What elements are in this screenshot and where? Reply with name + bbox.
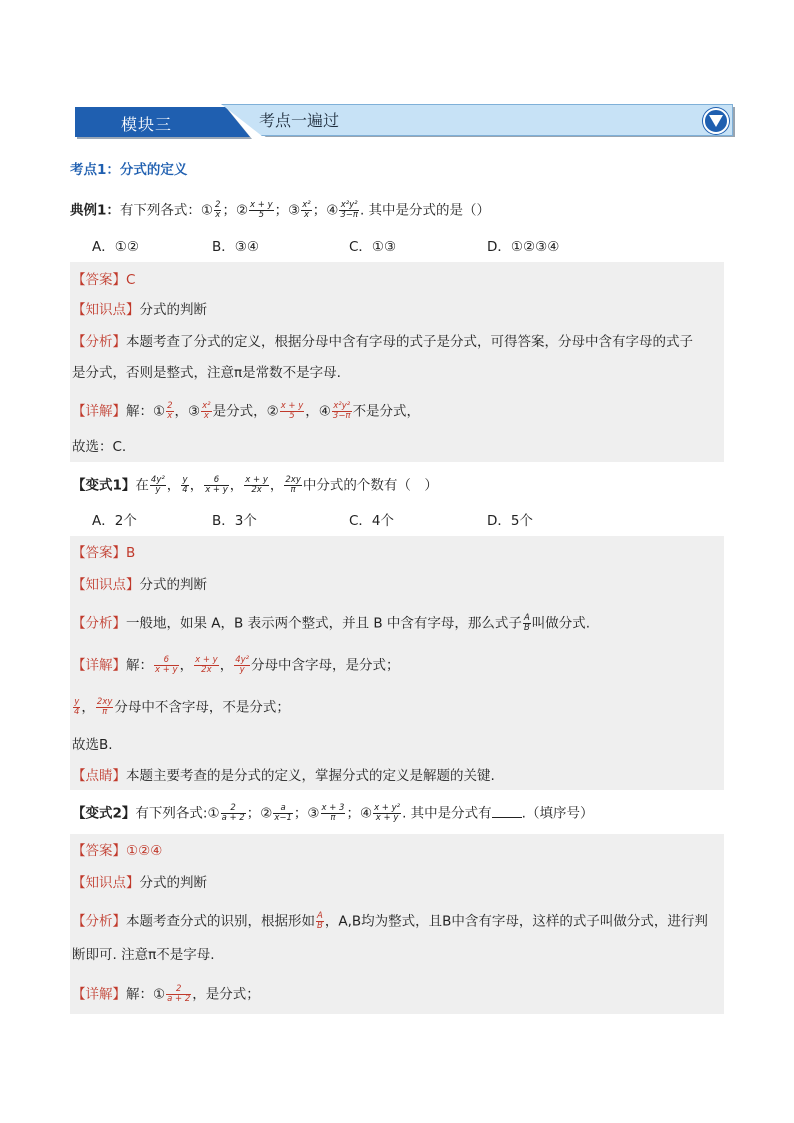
fraction: $\frac{x + y}{5}$	[280, 401, 304, 421]
option-b: B．③④	[212, 239, 259, 255]
option-c: C．4个	[349, 513, 395, 529]
option-d: D．5个	[487, 513, 533, 529]
knowledge-line: 【知识点】分式的判断	[72, 302, 207, 318]
fraction: $\frac{\text{4y²}}{y}$	[235, 655, 250, 675]
answer-value: B	[126, 545, 136, 561]
fraction: $\frac{6}{x + y}$	[155, 655, 178, 675]
fraction: $\frac{A}{B}$	[317, 911, 323, 931]
item-num: ③	[288, 202, 301, 219]
stem-text: 有下列各式：	[119, 202, 201, 219]
fraction: $\frac{A}{B}$	[523, 613, 530, 633]
fraction: $\frac{\text{x²}}{x}$	[302, 200, 311, 220]
detail-line-1: 【详解】解： $\frac{6}{x + y}$ ， $\frac{x + y}{2x}$ ， $\frac{\text{4y²}}{y}$ 分母中含字母，是分式；	[72, 655, 400, 675]
answer-blank	[492, 805, 522, 818]
answer-value: C	[126, 272, 136, 288]
section-heading: 考点1：分式的定义	[70, 162, 188, 178]
item-num: ④	[326, 202, 339, 219]
fraction: $\frac{x + y}{5}$	[250, 200, 273, 220]
fraction: $\frac{2xy}{\pi}$	[285, 475, 301, 495]
example-1-stem: 典例1：有下列各式：① $\frac{2}{x}$ ；② $\frac{x + y}{5}$ ；③ $\frac{\text{x²}}{x}$ ；④ $\frac{\text{x²y²}}{3-\pi}$ . 其中是分式的是（）	[70, 200, 491, 220]
fraction: $\frac{2}{x}$	[215, 200, 221, 220]
answer-line: 【答案】C	[72, 272, 136, 288]
banner-title: 考点一遍过	[259, 111, 340, 130]
fraction: $\frac{a}{x-1}$	[274, 803, 292, 823]
down-triangle-icon	[703, 108, 729, 134]
fraction: $\frac{\text{x²y²}}{3-\pi}$	[340, 200, 358, 220]
fraction: $\frac{6}{x + y}$	[205, 475, 228, 495]
detail-line-3: 故选B.	[72, 737, 113, 753]
detail-line: 【详解】解：① $\frac{2}{a + 2}$ ，是分式；	[72, 984, 260, 1004]
analysis-line-2: 断即可. 注意π不是字母.	[72, 947, 215, 963]
fraction: $\frac{y}{4}$	[74, 697, 80, 717]
fraction: $\frac{2xy}{\pi}$	[96, 697, 113, 717]
fraction: $\frac{2}{a + 2}$	[167, 984, 191, 1004]
fraction: $\frac{2}{x}$	[167, 401, 173, 421]
option-b: B．3个	[212, 513, 257, 529]
fraction: $\frac{\text{x²y²}}{3-\pi}$	[332, 401, 351, 421]
answer-line: 【答案】①②④	[72, 843, 163, 859]
answer-value: ①②④	[126, 843, 163, 859]
item-num: ①	[200, 202, 214, 219]
analysis-line-1: 【分析】本题考查了分式的定义，根据分母中含有字母的式子是分式，可得答案，分母中含有字母的式子	[72, 334, 693, 350]
variant-label: 【变式2】	[72, 805, 136, 822]
analysis-line-2: 是分式，否则是整式，注意π是常数不是字母.	[72, 365, 341, 381]
tip-line: 【点睛】本题主要考查的是分式的定义，掌握分式的定义是解题的关键.	[72, 768, 495, 784]
fraction: $\frac{\text{4y²}}{y}$	[150, 475, 165, 495]
option-c: C．①③	[349, 239, 397, 255]
detail-line-2: 故选：C.	[72, 439, 127, 455]
analysis-line: 【分析】一般地，如果 A，B 表示两个整式，并且 B 中含有字母，那么式子 $\frac{A}{B}$ 叫做分式.	[72, 613, 591, 633]
variant-1-stem: 【变式1】在 $\frac{\text{4y²}}{y}$ ， $\frac{y}{4}$ ， $\frac{6}{x + y}$ ， $\frac{x + y}{2x}$ ， $\frac{2xy}{\pi}$ 中分式的个数有（ ）	[72, 475, 438, 495]
analysis-line-1: 【分析】本题考查分式的识别，根据形如 $\frac{A}{B}$ ，A,B均为整式，且B中含有字母，这样的式子叫做分式，进行判	[72, 911, 708, 931]
fraction: $\frac{\text{x + y²}}{x + y}$	[374, 803, 401, 823]
detail-line-1: 【详解】解：① $\frac{2}{x}$ ，③ $\frac{\text{x²}}{x}$ 是分式，② $\frac{x + y}{5}$ ，④ $\frac{\text{x²y²}}{3-\pi}$ 不是分式，	[72, 401, 421, 421]
knowledge-line: 【知识点】分式的判断	[72, 577, 207, 593]
fraction: $\frac{y}{4}$	[182, 475, 188, 495]
fraction: $\frac{x + 3}{\pi}$	[321, 803, 345, 823]
stem-text: . 其中是分式的是（）	[359, 202, 491, 219]
detail-line-2: $\frac{y}{4}$ ， $\frac{2xy}{\pi}$ 分母中不含字母，不是分式；	[74, 697, 290, 717]
example-label: 典例1：	[70, 202, 120, 219]
module-banner	[75, 104, 735, 138]
option-d: D．①②③④	[487, 239, 560, 255]
option-a: A．①②	[92, 239, 139, 255]
fraction: $\frac{x + y}{2x}$	[195, 655, 218, 675]
variant-label: 【变式1】	[72, 477, 136, 494]
option-a: A．2个	[92, 513, 137, 529]
module-label: 模块三	[121, 115, 173, 134]
variant-2-stem: 【变式2】有下列各式:① $\frac{2}{a + 2}$ ；② $\frac{a}{x-1}$ ；③ $\frac{x + 3}{\pi}$ ；④ $\frac{\text{x + y²}}{x + y}$ . 其中是分式有 .（填序号）	[72, 803, 594, 823]
item-num: ②	[235, 202, 249, 219]
knowledge-line: 【知识点】分式的判断	[72, 875, 207, 891]
fraction: $\frac{\text{x²}}{x}$	[202, 401, 211, 421]
fraction: $\frac{2}{a + 2}$	[221, 803, 245, 823]
solution-box-1	[70, 262, 724, 462]
fraction: $\frac{x + y}{2x}$	[245, 475, 268, 495]
answer-line: 【答案】B	[72, 545, 136, 561]
